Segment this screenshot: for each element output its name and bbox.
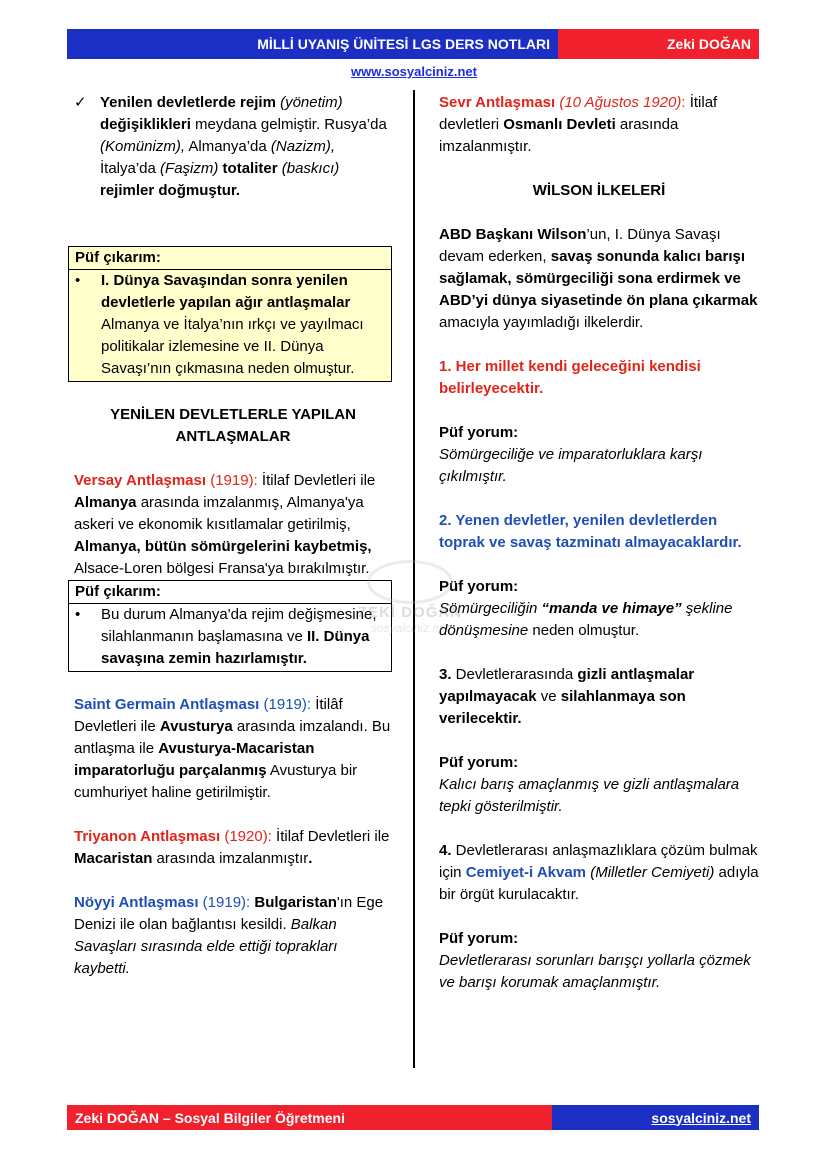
- check-icon: ✓: [74, 94, 87, 111]
- principle-4: 4. Devletlerarası anlaşmazlıklara çözüm bulmak için Cemiyet-i Akvam (Milletler Cemiyeti) adıyla bir örgüt kurulacaktır.: [439, 842, 759, 903]
- puf-box-title: Püf çıkarım:: [69, 247, 391, 270]
- puf-yorum-title: Püf yorum:: [439, 754, 519, 771]
- footer-bar: [67, 1105, 759, 1130]
- puf-yorum-text: Devletlerarası sorunları barışçı yollarla çözmek ve barışı korumak amaçlanmıştır.: [439, 952, 751, 991]
- watermark: [355, 560, 465, 635]
- puf-yorum-text: Sömürgeciliğin “manda ve himaye” şekline dönüşmesine neden olmuştur.: [439, 600, 733, 639]
- puf-box-1: [68, 246, 392, 382]
- puf-yorum-title: Püf yorum:: [439, 424, 519, 441]
- header-bar: [67, 29, 759, 59]
- footer-link[interactable]: sosyalciniz.net: [552, 1105, 759, 1130]
- puf-yorum-title: Püf yorum:: [439, 578, 519, 595]
- watermark-name: ZEKİ DOĞAN: [357, 604, 463, 621]
- wilson-title: WİLSON İLKELERİ: [532, 182, 666, 199]
- header-author: Zeki DOĞAN: [558, 29, 759, 59]
- wilson-intro: ABD Başkanı Wilson’un, I. Dünya Savaşı devam ederken, savaş sonunda kalıcı barışı sağlamak, sömürgeciliği sona erdirmek ve ABD’yi dünya siyasetinde ön plana çıkarmak amacıyla yayımladığı ilkelerdir.: [439, 226, 758, 331]
- puf-box-text: I. Dünya Savaşından sonra yenilen devletlerle yapılan ağır antlaşmalar Almanya ve İtalya’nın ırkçı ve yayılmacı politikalar izlemesine ve II. Dünya Savaşı’nın çıkmasına neden olmuştur.: [101, 272, 364, 377]
- bullet-icon: •: [75, 606, 81, 623]
- triyanon-paragraph: Triyanon Antlaşması (1920): İtilaf Devletleri ile Macaristan arasında imzalanmıştır.: [74, 828, 390, 867]
- sevr-paragraph: Sevr Antlaşması (10 Ağustos 1920): İtilaf devletleri Osmanlı Devleti arasında imzalanmıştır.: [439, 94, 718, 155]
- checklist-item: [74, 92, 392, 202]
- puf-box-2: [68, 580, 392, 672]
- puf-box-title: Püf çıkarım:: [69, 581, 391, 604]
- puf-yorum-text: Sömürgeciliğe ve imparatorluklara karşı çıkılmıştır.: [439, 446, 703, 485]
- principle-3: 3. Devletlerarasında gizli antlaşmalar yapılmayacak ve silahlanmaya son verilecektir.: [439, 666, 695, 727]
- principle-2: 2. Yenen devletler, yenilen devletlerden toprak ve savaş tazminatı almayacaklardır.: [439, 512, 742, 551]
- puf-yorum-title: Püf yorum:: [439, 930, 519, 947]
- watermark-site: sosyalciniz.net: [370, 621, 450, 635]
- noyyi-paragraph: Nöyyi Antlaşması (1919): Bulgaristan'ın Ege Denizi ile olan bağlantısı kesildi. Balkan Savaşları sırasında elde ettiği toprakları kaybetti.: [74, 894, 384, 977]
- footer-author: Zeki DOĞAN – Sosyal Bilgiler Öğretmeni: [67, 1105, 552, 1130]
- left-column: [74, 92, 392, 980]
- site-link[interactable]: www.sosyalciniz.net: [351, 64, 477, 79]
- puf-box-text: Bu durum Almanya'da rejim değişmesine, silahlanmanın başlamasına ve II. Dünya savaşına zemin hazırlamıştır.: [101, 606, 377, 667]
- principle-1: 1. Her millet kendi geleceğini kendisi belirleyecektir.: [439, 358, 701, 397]
- bullet-icon: •: [75, 272, 81, 289]
- watermark-logo-icon: [367, 560, 453, 604]
- right-column: [439, 92, 759, 994]
- saint-germain-paragraph: Saint Germain Antlaşması (1919): İtilâf Devletleri ile Avusturya arasında imzalandı. Bu antlaşma ile Avusturya-Macaristan imparatorluğu parçalanmış Avusturya bir cumhuriyet haline getirilmiştir.: [74, 696, 391, 801]
- versay-paragraph: Versay Antlaşması (1919): İtilaf Devletleri ile Almanya arasında imzalanmış, Almanya'ya askeri ve ekonomik kısıtlamalar getirilmiş, Almanya, bütün sömürgelerini kaybetmiş, Alsace-Loren bölgesi Fransa'ya bırakılmıştır.: [74, 472, 376, 577]
- puf-yorum-text: Kalıcı barış amaçlanmış ve gizli antlaşmalara tepki gösterilmiştir.: [439, 776, 740, 815]
- header-title: MİLLİ UYANIŞ ÜNİTESİ LGS DERS NOTLARI: [67, 29, 558, 59]
- regime-change-text: Yenilen devletlerde rejim (yönetim) değişiklikleri meydana gelmiştir. Rusya’da (Komünizm), Almanya’da (Nazizm), İtalya’da (Faşizm) totaliter (baskıcı) rejimler doğmuştur.: [100, 94, 387, 199]
- section-title: YENİLEN DEVLETLERLE YAPILAN ANTLAŞMALAR: [110, 406, 356, 445]
